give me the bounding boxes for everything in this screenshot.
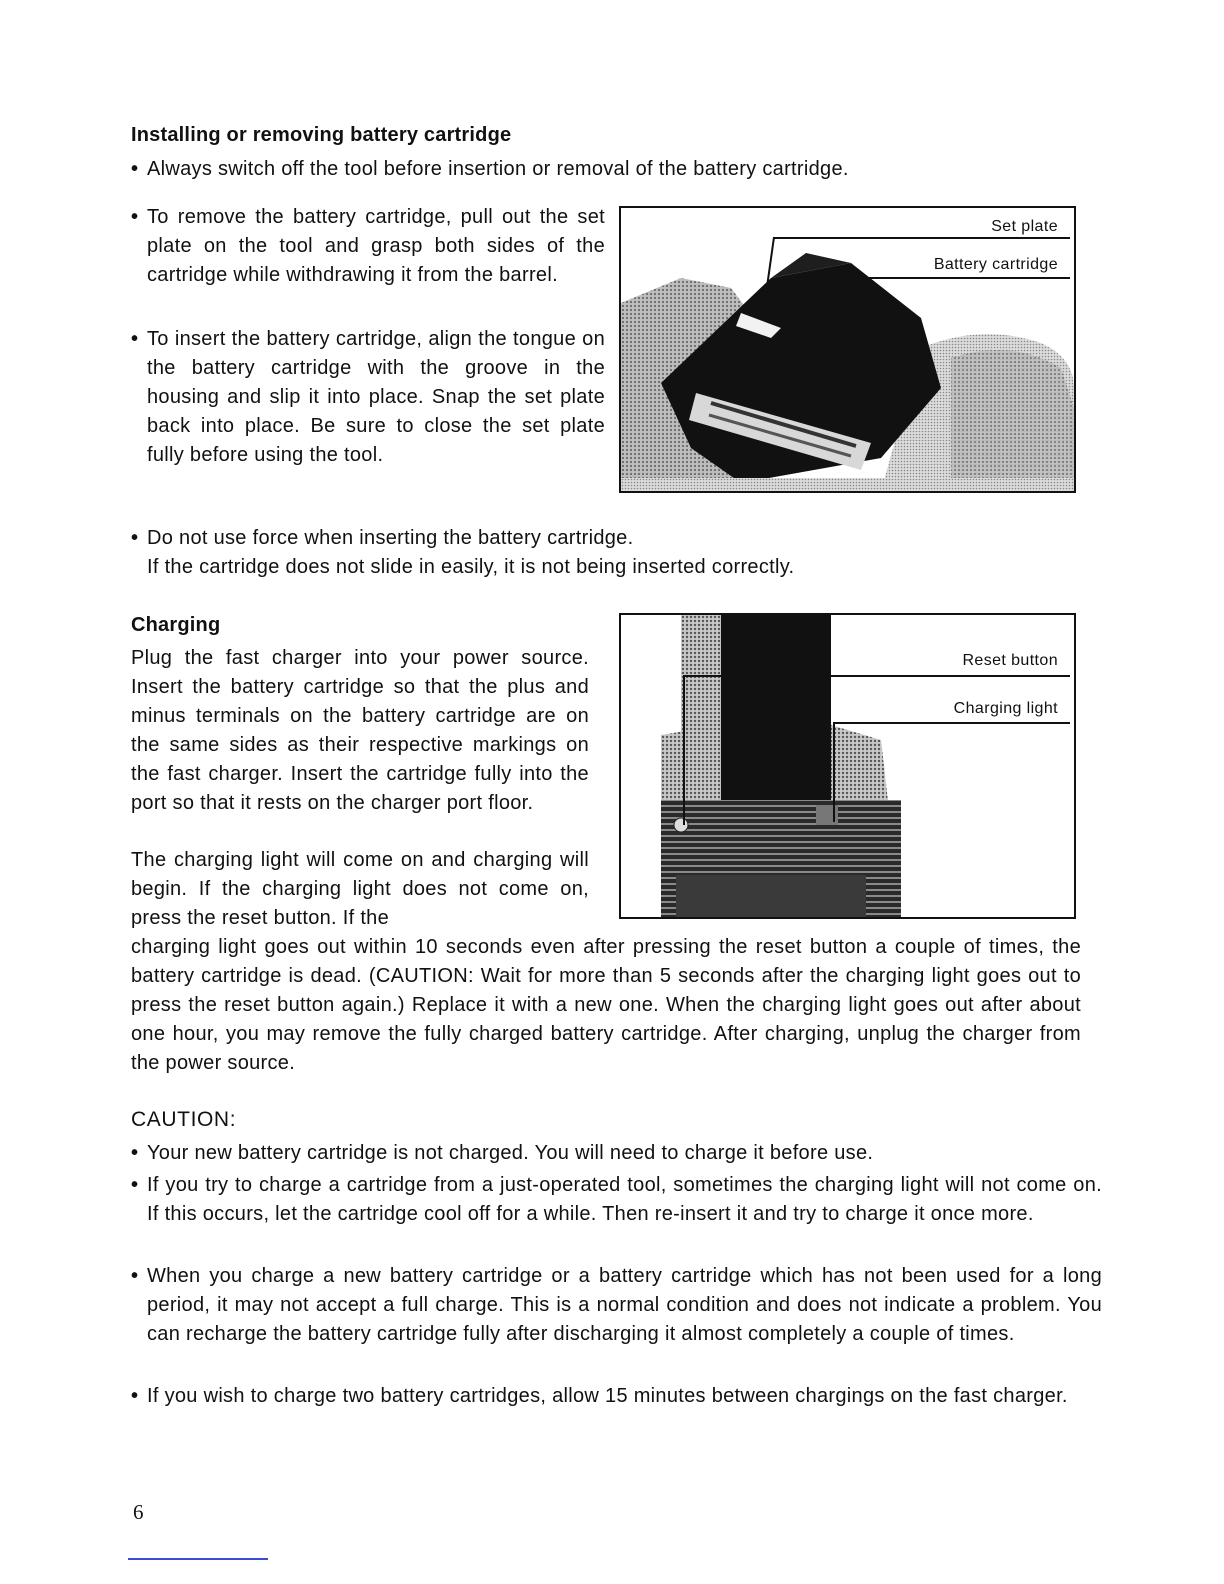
bullet-dot-icon: • [131, 1174, 139, 1196]
bullet-no-force: • Do not use force when inserting the battery cartridge. If the cartridge does not slide in easily, it is not being inserted correctly. [131, 524, 1107, 582]
set-plate-leader-line [773, 237, 1070, 239]
charging-light-leader-drop [833, 722, 835, 822]
battery-cartridge-leader-line [846, 277, 1070, 279]
bullet-dot-icon: • [131, 328, 139, 350]
charging-light-leader-line [833, 722, 1070, 724]
label-charging-light: Charging light [953, 700, 1058, 717]
label-battery-cartridge: Battery cartridge [933, 256, 1058, 273]
charging-paragraph-1: Plug the fast charger into your power source. Insert the battery cartridge so that the plus and minus terminals on the battery cartridge are on the same sides as their respective markings on the fast charger. Insert the cartridge fully into the port so that it rests on the charger port floor. [131, 647, 589, 814]
section-heading-installing: Installing or removing battery cartridge [131, 124, 512, 146]
label-set-plate: Set plate [991, 218, 1058, 235]
figure-battery-cartridge-photo [619, 206, 1076, 493]
page-number: 6 [133, 1500, 144, 1524]
reset-button-leader-drop [683, 675, 685, 825]
reset-button-leader-line [683, 675, 1070, 677]
caution-item-4: • If you wish to charge two battery cartridges, allow 15 minutes between chargings on the fast charger. [131, 1382, 1102, 1411]
battery-tool-illustration [621, 208, 1074, 491]
caution-item-1: • Your new battery cartridge is not charged. You will need to charge it before use. [131, 1139, 1102, 1168]
caution-item-3: • When you charge a new battery cartridge or a battery cartridge which has not been used for a long period, it may not accept a full charge. This is a normal condition and does not indicate a problem. You can recharge the battery cartridge fully after discharging it almost completely a couple of times. [131, 1262, 1102, 1349]
footer-rule [128, 1558, 268, 1560]
charging-paragraph-3: charging light goes out within 10 seconds even after pressing the reset button a couple of times, the battery cartridge is dead. (CAUTION: Wait for more than 5 seconds after the charging light goes out to press the reset button again.) Replace it with a new one. When the charging light goes out after about one hour, you may remove the fully charged battery cartridge. After charging, unplug the charger from the power source. [131, 936, 1081, 1074]
figure-charger-photo [619, 613, 1076, 919]
bullet-dot-icon: • [131, 206, 139, 228]
bullet-switch-off: • Always switch off the tool before insertion or removal of the battery cartridge. [131, 155, 1107, 184]
caution-heading: CAUTION: [131, 1108, 237, 1131]
caution-item-2: • If you try to charge a cartridge from a just-operated tool, sometimes the charging light will not come on. If this occurs, let the cartridge cool off for a while. Then re-insert it and try to charge it once more. [131, 1171, 1102, 1229]
bullet-insert-cartridge: • To insert the battery cartridge, align the tongue on the battery cartridge with the groove in the housing and slip it into place. Snap the set plate back into place. Be sure to close the set plate fully before using the tool. [131, 325, 605, 470]
bullet-dot-icon: • [131, 1142, 139, 1164]
label-reset-button: Reset button [962, 652, 1058, 669]
bullet-dot-icon: • [131, 1265, 139, 1287]
bullet-dot-icon: • [131, 527, 139, 549]
bullet-remove-cartridge: • To remove the battery cartridge, pull out the set plate on the tool and grasp both sides of the cartridge while withdrawing it from the barrel. [131, 203, 605, 290]
section-heading-charging: Charging [131, 614, 221, 636]
bullet-dot-icon: • [131, 158, 139, 180]
bullet-dot-icon: • [131, 1385, 139, 1407]
charging-paragraph-2: The charging light will come on and charging will begin. If the charging light does not come on, press the reset button. If the [131, 849, 589, 929]
